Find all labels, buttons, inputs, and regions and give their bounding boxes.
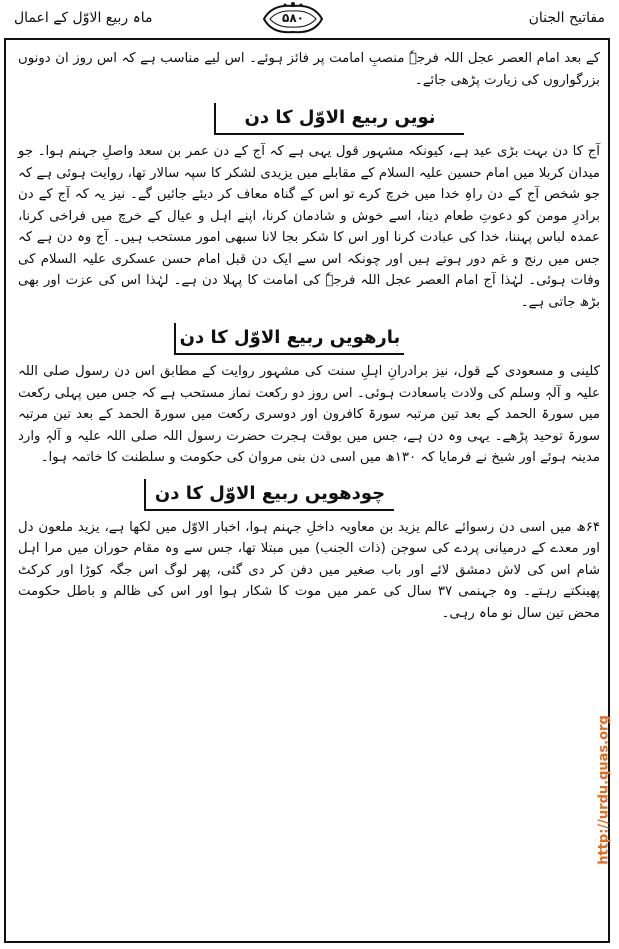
section-paragraph: آج کا دن بہت بڑی عید ہے، کیونکہ مشہور قول یہی ہے کہ آج کے دن عمر بن سعد واصلِ جہنم ہوا۔ جو میدان کربلا میں امام حسین علیہ السلام کے مقابلے میں یزیدی لشکر کا سپہ سالار تھا، روایت ہوئی ہے کہ جو شخص آج کے دن راہِ خدا میں خرچ کرے تو اس کے گناہ معاف کر دیئے جائیں گے۔ نیز یہ کہ آج کے دن برادرِ مومن کو دعوتِ طعام دینا، اسے خوش و شادمان کرنا، اپنے اہل و عیال کے خرچ میں فراخی کرنا، عمدہ لباس پہننا، خدا کی عبادت کرنا اور اس کا شکر بجا لانا سبھی امور مستحب ہیں۔ آج وہ دن ہے کہ جس میں رنج و غم دور ہوتے ہیں اور چونکہ اس سے ایک دن قبل امام حسن عسکری علیہ السلام کی وفات ہوئی۔ لہٰذا آج امام العصر عجل اللہ فرجہٗ کی امامت کا پہلا دن ہے۔ لہٰذا اس کی عزت اور بھی بڑھ جاتی ہے۔ (18, 144, 600, 310)
book-title: مفاتیح الجنان (528, 10, 605, 26)
section-heading-box (14, 473, 604, 517)
section-heading-box (14, 317, 604, 361)
chapter-title: ماہ ربیع الاوّل کے اعمال (14, 10, 153, 26)
website-watermark (594, 640, 614, 940)
page-number: ۵۸۰ (282, 11, 304, 25)
section-paragraph: ۶۴ھ میں اسی دن رسوائے عالم یزید بن معاویہ داخلِ جہنم ہوا، اخبار الاوّل میں لکھا ہے، یزید ملعون دل اور معدے کے درمیانی پردے کی سوجن (ذات الجنب) میں مبتلا تھا، جس سے وہ مقام حوران میں مرا اہل شام اس کی لاش دمشق لائے اور باب صغیر میں دفن کر دی گئی، پھر لوگ اس جگہ کوڑا اور کرکٹ پھینکتے رہتے۔ وہ جہنمی ۳۷ سال کی عمر میں موت کا شکار ہوا اور اس کی ظالم و باطل حکومت محض تین سال نو ماہ رہی۔ (18, 519, 600, 621)
section-heading: بارھویں ربیع الاوّل کا دن (174, 323, 404, 355)
section-heading: چودھویں ربیع الاوّل کا دن (144, 479, 394, 511)
watermark-text: http://urdu.quas.org (596, 715, 612, 865)
page-header (8, 2, 611, 36)
section-paragraph: کلینی و مسعودی کے قول، نیز برادرانِ اہلِ سنت کی مشہور روایت کے مطابق اس دن رسول صلی اللہ علیہ و آلہٖ وسلم کی ولادت باسعادت ہوئی۔ اس روز دو رکعت نماز مستحب ہے کہ جس میں پہلی رکعت میں سورۃ الحمد کے بعد تین مرتبہ سورۃ کافرون اور دوسری رکعت میں سورۃ الحمد کے بعد تین مرتبہ سورۃ توحید پڑھے۔ یہی وہ دن ہے، جس میں بوقت ہجرت حضرت رسول اللہ صلی اللہ علیہ و آلہٖ وارد مدینہ ہوئے اور شیخ نے فرمایا کہ ۱۳۰ھ میں اسی دن بنی مروان کی حکومت و سلطنت کا خاتمہ ہوا۔ (18, 364, 600, 465)
section-heading-box (14, 97, 604, 141)
section-heading: نویں ربیع الاوّل کا دن (214, 103, 464, 135)
page-number-ornament (260, 2, 326, 36)
intro-paragraph: کے بعد امام العصر عجل اللہ فرجہٗ منصبِ امامت پر فائز ہوئے۔ اس لیے مناسب ہے کہ اس روز ان دونوں بزرگواروں کی زیارت پڑھی جائے۔ (18, 51, 600, 88)
page-content (14, 44, 604, 624)
